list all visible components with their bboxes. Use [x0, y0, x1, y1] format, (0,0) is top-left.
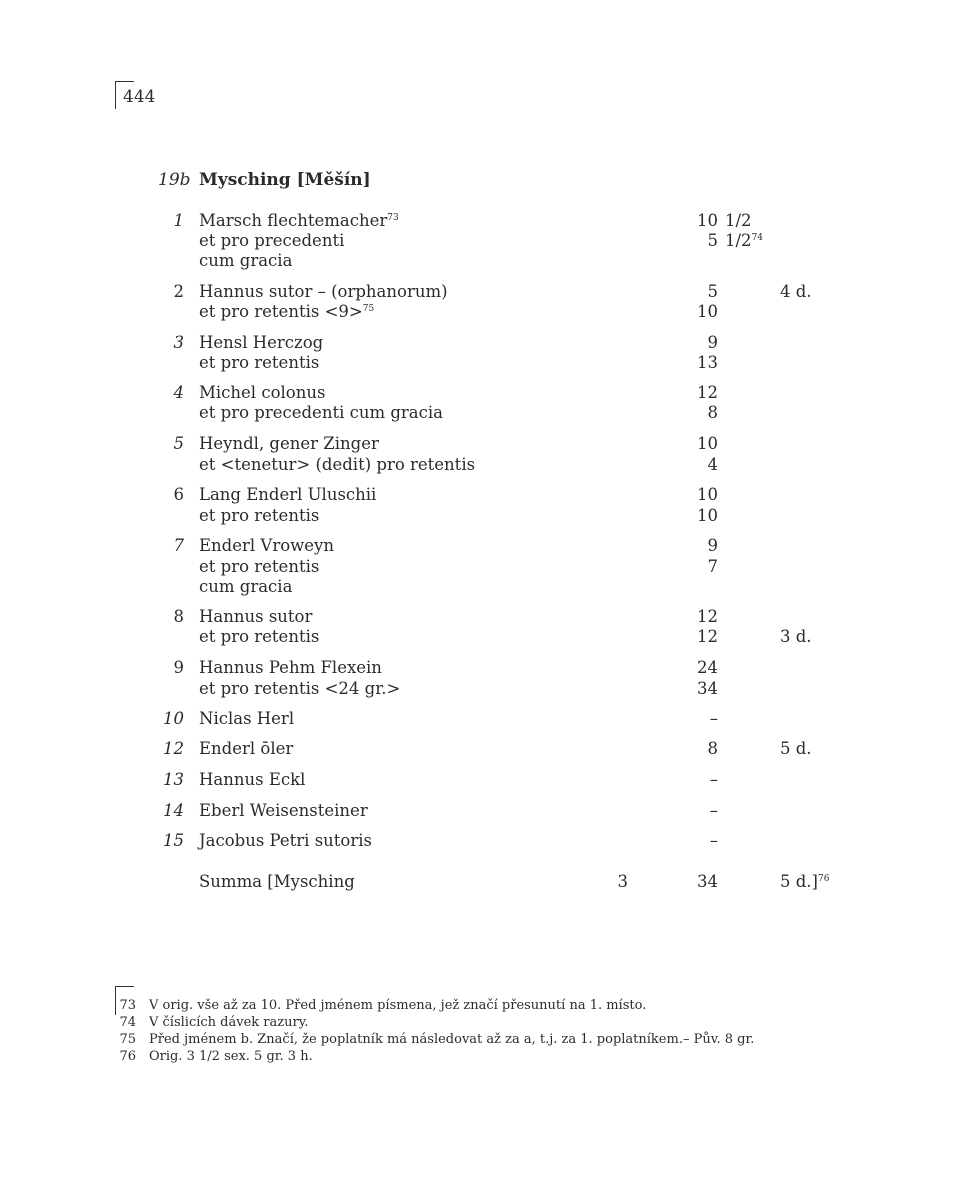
entry-8-line-1	[0, 607, 960, 627]
amount-groschen: 10	[697, 434, 718, 453]
entry-number: 1	[173, 211, 184, 230]
section-title: Mysching [Měšín]	[199, 170, 371, 190]
amount-groschen: 24	[697, 658, 718, 677]
amount-groschen: –	[709, 831, 718, 850]
entry-1-line-2	[0, 231, 960, 251]
entry-number: 12	[163, 739, 184, 758]
amount-fraction: 1/2	[725, 211, 752, 230]
entry-number: 3	[173, 333, 184, 352]
amount-groschen: –	[709, 801, 718, 820]
footnote-ref: 76	[818, 874, 830, 884]
amount-groschen: 10	[697, 211, 718, 230]
entry-14-line-1	[0, 801, 960, 821]
footnote-text: V číslicích dávek razury.	[149, 1015, 309, 1030]
amount-groschen: 5	[707, 231, 718, 250]
entry-7-line-1	[0, 536, 960, 556]
footnote-text: Před jménem b. Značí, že poplatník má následovat až za a, t.j. za 1. poplatníkem.– Pův. 8 gr.	[149, 1032, 755, 1047]
entry-6-line-2	[0, 506, 960, 526]
entry-6-line-1	[0, 485, 960, 505]
entry-9-line-2	[0, 679, 960, 699]
amount-denars: 3 d.	[780, 627, 812, 646]
entry-number: 13	[163, 770, 184, 789]
entry-note: cum gracia	[199, 251, 293, 270]
amount-groschen: 7	[707, 557, 718, 576]
entry-note: et pro precedenti	[199, 231, 345, 250]
amount-groschen: 10	[697, 485, 718, 504]
entry-note: et pro retentis	[199, 506, 320, 525]
entry-name: Hensl Herczog	[199, 333, 324, 352]
footnote-75	[0, 1031, 960, 1048]
amount-denars: 5 d.	[780, 739, 812, 758]
entry-name: Hannus Pehm Flexein	[199, 658, 382, 677]
entry-number: 10	[163, 709, 184, 728]
entry-4-line-2	[0, 403, 960, 423]
entry-name: Jacobus Petri sutoris	[199, 831, 372, 850]
entry-8-line-2	[0, 627, 960, 647]
entry-note: et pro retentis <24 gr.>	[199, 679, 401, 698]
entry-3-line-1	[0, 333, 960, 353]
entry-number: 14	[163, 801, 184, 820]
footnote-73	[0, 997, 960, 1014]
footnote-number: 76	[119, 1049, 136, 1064]
amount-groschen: –	[709, 709, 718, 728]
entry-note: et pro precedenti cum gracia	[199, 403, 443, 422]
amount-groschen: 12	[697, 383, 718, 402]
entry-note: et pro retentis	[199, 353, 320, 372]
entry-name: Hannus sutor	[199, 607, 313, 626]
amount-denars: 5 d.]$^{76}$	[780, 872, 830, 891]
entry-5-line-2	[0, 455, 960, 475]
footnote-74	[0, 1014, 960, 1031]
entry-number: 2	[173, 282, 184, 301]
entry-name: Niclas Herl	[199, 709, 295, 728]
page-number: 444	[123, 87, 156, 107]
entry-note: cum gracia	[199, 577, 293, 596]
entry-number: 9	[173, 658, 184, 677]
entry-4-line-1	[0, 383, 960, 403]
entry-5-line-1	[0, 434, 960, 454]
footnote-text: V orig. vše až za 10. Před jménem písmena, jež značí přesunutí na 1. místo.	[149, 998, 647, 1013]
footnote-ref: 74	[751, 233, 764, 243]
amount-groschen: 34	[697, 679, 718, 698]
amount-groschen: 10	[697, 506, 718, 525]
amount-fraction: $1/2^{74}$	[725, 231, 764, 250]
footnote-76	[0, 1048, 960, 1065]
amount-groschen: 34	[697, 872, 718, 891]
entry-name: Hannus Eckl	[199, 770, 306, 789]
footnote-ref: 75	[362, 304, 375, 314]
footnote-ref: 73	[387, 213, 399, 223]
entry-number: 15	[163, 831, 184, 850]
entry-13-line-1	[0, 770, 960, 790]
entry-name: Heyndl, gener Zinger	[199, 434, 379, 453]
amount-groschen: 8	[707, 739, 718, 758]
amount-groschen: –	[709, 770, 718, 789]
entry-number: 7	[173, 536, 184, 555]
entry-15-line-1	[0, 831, 960, 851]
entry-number: 4	[173, 383, 184, 402]
entry-3-line-2	[0, 353, 960, 373]
entry-10-line-1	[0, 709, 960, 729]
entry-9-line-1	[0, 658, 960, 678]
entry-12-line-1	[0, 739, 960, 759]
entry-number: 8	[173, 607, 184, 626]
summa-line	[0, 872, 960, 892]
amount-denars: 4 d.	[780, 282, 812, 301]
footnote-text: Orig. 3 1/2 sex. 5 gr. 3 h.	[149, 1049, 313, 1064]
entry-name: Lang Enderl Uluschii	[199, 485, 377, 504]
entry-1-line-1	[0, 211, 960, 231]
amount-groschen: 4	[707, 455, 718, 474]
entry-2-line-2	[0, 302, 960, 322]
amount-groschen: 9	[707, 536, 718, 555]
entry-name: Michel colonus	[199, 383, 326, 402]
amount-groschen: 13	[697, 353, 718, 372]
amount-groschen: 9	[707, 333, 718, 352]
entry-note: et pro retentis <9>$^{75}$	[199, 302, 375, 321]
amount-groschen: 12	[697, 627, 718, 646]
entry-2-line-1	[0, 282, 960, 302]
entry-7-line-3	[0, 577, 960, 597]
footnote-number: 75	[119, 1032, 136, 1047]
amount-groschen: 8	[707, 403, 718, 422]
summa-label: Summa [Mysching	[199, 872, 355, 891]
entry-name: Marsch flechtemacher$^{73}$	[199, 211, 399, 230]
entry-note: et pro retentis	[199, 627, 320, 646]
amount-groschen: 10	[697, 302, 718, 321]
entry-1-line-3	[0, 251, 960, 271]
entry-name: Hannus sutor – (orphanorum)	[199, 282, 448, 301]
entry-name: Eberl Weisensteiner	[199, 801, 368, 820]
section-number: 19b	[158, 170, 191, 190]
entry-number: 6	[173, 485, 184, 504]
entry-note: et pro retentis	[199, 557, 320, 576]
amount-groschen: 12	[697, 607, 718, 626]
entry-note: et <tenetur> (dedit) pro retentis	[199, 455, 476, 474]
amount-sexagenae: 3	[617, 872, 628, 891]
entry-name: Enderl ōler	[199, 739, 294, 758]
footnote-number: 73	[119, 998, 136, 1013]
footnote-number: 74	[119, 1015, 136, 1030]
entry-7-line-2	[0, 557, 960, 577]
entry-number: 5	[173, 434, 184, 453]
amount-groschen: 5	[707, 282, 718, 301]
entry-name: Enderl Vroweyn	[199, 536, 334, 555]
